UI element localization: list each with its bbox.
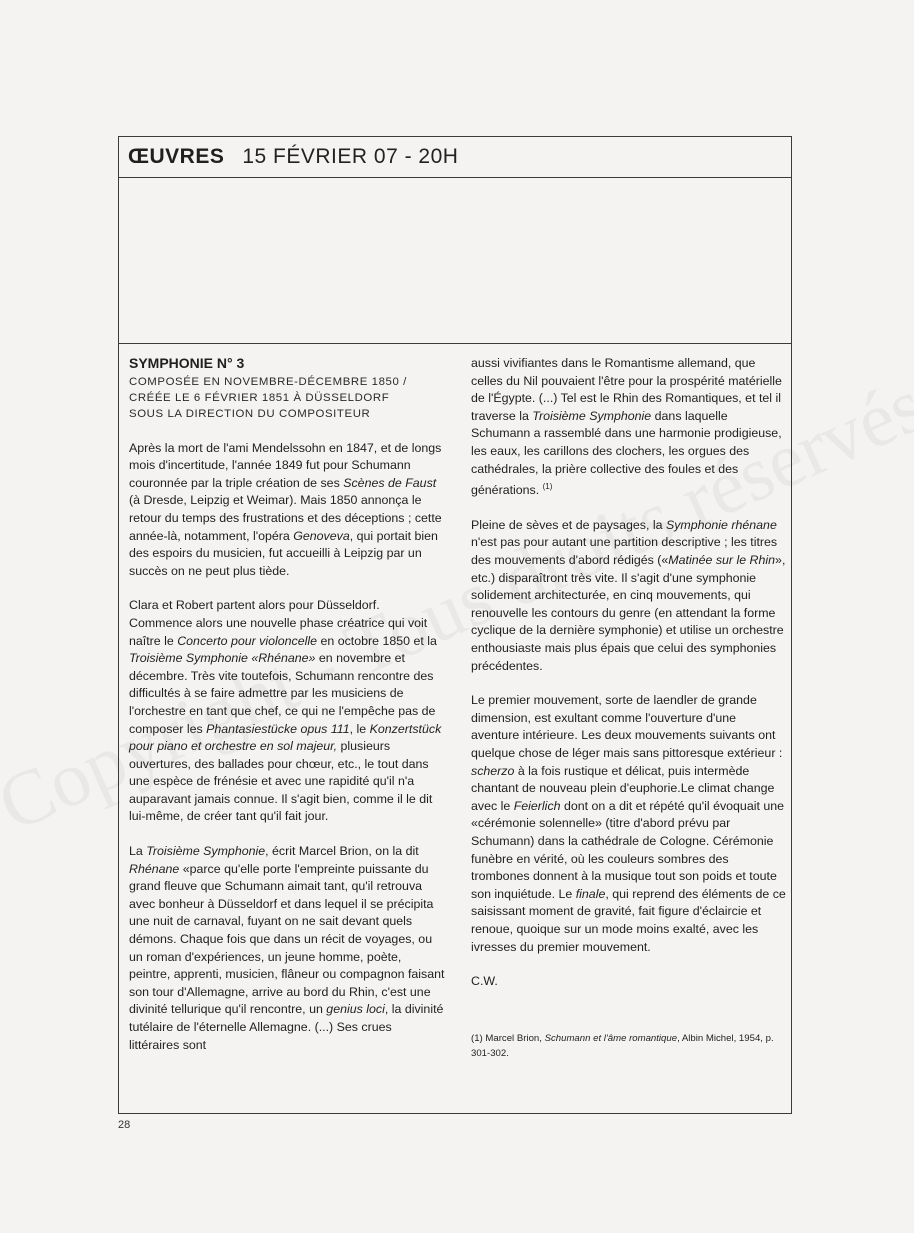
text-run: Après la mort de l'ami Mendelssohn en 1847, et de longs mois d'incertitude, l'année 1849 fut pour Schumann couronnée par la triple création de ses	[129, 440, 442, 490]
paragraph	[471, 692, 787, 956]
piece-title: SYMPHONIE N° 3	[129, 355, 245, 371]
header-bar	[119, 137, 791, 178]
paragraph	[129, 843, 445, 1054]
text-run: à la fois rustique et délicat, puis intermède chantant de nouveau plein d'euphorie.Le climat change avec le	[471, 763, 775, 813]
italic-title: Troisième Symphonie	[146, 844, 266, 859]
italic-title: Concerto pour violoncelle	[177, 633, 318, 648]
text-run: , le	[349, 721, 370, 736]
subtitle-line: CRÉÉE LE 6 FÉVRIER 1851 À DÜSSELDORF	[129, 391, 390, 404]
paragraph	[129, 440, 445, 581]
text-run: (1) Marcel Brion,	[471, 1032, 545, 1044]
italic-title: Konzertstück pour piano et orchestre en sol majeur,	[129, 721, 442, 754]
blank-area	[119, 177, 791, 344]
italic-title: genius loci	[326, 1002, 385, 1017]
paragraph	[471, 517, 787, 675]
text-run: aussi vivifiantes dans le Romantisme allemand, que celles du Nil pouvaient l'être pour la prospérité matérielle de l'Égypte. (...) Tel est le Rhin des Romantiques, et tel il traverse la	[471, 356, 782, 423]
italic-title: Schumann et l'âme romantique	[544, 1032, 678, 1044]
footnote	[471, 1031, 787, 1061]
text-run: dans laquelle Schumann a rassemblé dans une harmonie prodigieuse, les eaux, les carillons des clochers, les orgues des cathédrales, la prière collective des foules et des générations.	[471, 408, 782, 498]
text-run: , qui reprend des éléments de ce saisissant moment de gravité, fait figure d'éclaircie et renoue, quoique sur un mode moins exalté, avec les ivresses du premier mouvement.	[471, 886, 786, 954]
italic-title: scherzo	[471, 763, 515, 778]
italic-title: Phantasiestücke opus 111	[206, 721, 350, 736]
left-body-text	[129, 440, 445, 1055]
italic-title: Troisième Symphonie	[532, 408, 652, 423]
italic-title: Rhénane	[129, 861, 180, 876]
italic-title: Feierlich	[513, 798, 561, 813]
text-run: , la divinité tutélaire de l'éternelle Allemagne. (...) Ses crues littéraires sont	[129, 1002, 444, 1052]
text-run: (à Dresde, Leipzig et Weimar). Mais 1850 annonça le retour du temps des frustrations et des déceptions ; cette année-là, notamment, l'opéra	[129, 493, 442, 543]
concert-date: 15 FÉVRIER 07 - 20H	[242, 145, 459, 168]
program-frame	[118, 136, 792, 1114]
text-run: «parce qu'elle porte l'empreinte puissante du grand fleuve que Schumann aimait tant, qu'il retrouva avec bonheur à Düsseldorf et dans lequel il se précipita une nuit de carnaval, fuyant on ne sait devant quels démons. Chaque fois que dans un récit de voyages, ou un roman d'expériences, un jeune homme, poète, peintre, apprenti, musicien, flâneur ou compagnon faisant son tour d'Allemagne, arrive au bord du Rhin, c'est une divinité tellurique qu'il rencontre, un	[129, 861, 445, 1017]
right-column	[471, 355, 787, 1061]
text-run: en octobre 1850 et la	[317, 633, 437, 648]
text-run: », etc.) disparaîtront très vite. Il s'agit d'une symphonie solidement architecturée, en cinq mouvements, qui renouvelle les contours du genre (en attendant la forme cyclique de la dernière symphonie) et utilise un orchestre enthousiaste mais plus épais que celui des symphonies précédentes.	[471, 553, 786, 673]
italic-title: Troisième Symphonie «Rhénane»	[129, 651, 316, 666]
subtitle-line: COMPOSÉE EN NOVEMBRE-DÉCEMBRE 1850 /	[129, 375, 407, 388]
italic-title: Scènes de Faust	[343, 475, 437, 490]
paragraph	[471, 355, 787, 500]
piece-subtitle	[129, 374, 445, 422]
text-run: dont on a dit et répété qu'il évoquait une «cérémonie solennelle» (titre d'abord prévu par Schumann) dans la cathédrale de Cologne. Cérémonie funèbre en vérité, où les couleurs sombres des trombones donnent à la musique tout son poids et toute son inquiétude. Le	[471, 798, 785, 901]
text-run: , écrit Marcel Brion, on la dit	[265, 844, 419, 859]
section-title: ŒUVRES	[128, 145, 225, 168]
subtitle-line: SOUS LA DIRECTION DU COMPOSITEUR	[129, 407, 371, 420]
italic-title: Symphonie rhénane	[665, 517, 777, 532]
text-run: en novembre et décembre. Très vite toutefois, Schumann rencontre des difficultés à se faire admettre par les musiciens de l'orchestre en tant que chef, ce qui ne l'empêche pas de composer les	[129, 651, 436, 736]
paragraph	[129, 597, 445, 826]
italic-title: Matinée sur le Rhin	[668, 553, 776, 568]
text-run: , Albin Michel, 1954, p. 301-302.	[471, 1032, 774, 1059]
page-number: 28	[118, 1119, 131, 1131]
text-run: Clara et Robert partent alors pour Düsseldorf. Commence alors une nouvelle phase créatrice qui voit naître le	[129, 598, 428, 648]
text-run: plusieurs ouvertures, des ballades pour chœur, etc., le tout dans une espèce de frénésie et avec une rapidité qu'il n'a auparavant jamais connue. Il s'agit bien, comme il le dit lui-même, de créer tant qu'il fait jour.	[129, 739, 433, 824]
author-signature: C.W.	[471, 974, 498, 989]
text-run: Le premier mouvement, sorte de laendler de grande dimension, est exultant comme l'ouverture d'une aventure intérieure. Les deux mouvements suivants ont quelque chose de léger mais sans pittoresque extérieur :	[471, 693, 783, 760]
text-run: n'est pas pour autant une partition descriptive ; les titres des mouvements d'abord rédigés («	[471, 535, 778, 568]
text-run: , qui portait bien des espoirs du musicien, fut accueilli à Leipzig par un succès on ne peut plus tiède.	[129, 528, 438, 578]
italic-title: Genoveva	[293, 528, 350, 543]
left-column	[129, 355, 445, 1071]
right-body-text	[471, 355, 787, 956]
text-run: Pleine de sèves et de paysages, la	[471, 517, 666, 532]
footnote-ref: (1)	[542, 482, 553, 492]
italic-title: finale	[575, 886, 606, 901]
text-run: La	[129, 844, 147, 859]
